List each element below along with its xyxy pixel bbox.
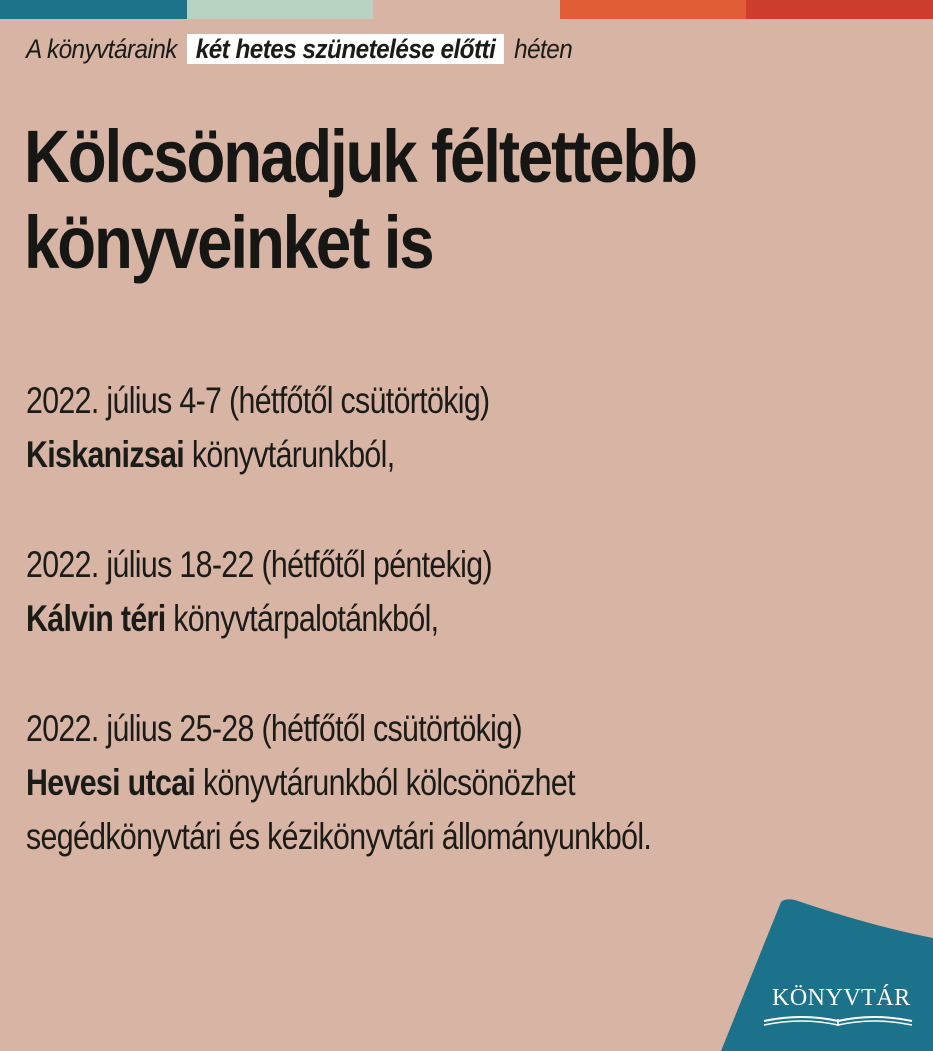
schedule-entry-kalvin-ter <box>26 538 846 646</box>
entry-place: Kálvin téri <box>26 598 166 639</box>
kicker-before: A könyvtáraink <box>26 34 177 64</box>
entry-date: 2022. július 25-28 (hétfőtől csütörtökig) <box>26 708 522 749</box>
entry-text: könyvtárunkból, <box>191 434 395 475</box>
library-logo-text: KÖNYVTÁR <box>772 985 911 1011</box>
schedule-list <box>26 374 846 864</box>
entry-text-continued: segédkönyvtári és kézikönyvtári állományunkból. <box>26 816 652 857</box>
entry-place-line <box>26 756 846 810</box>
entry-place-line <box>26 428 846 482</box>
open-book-icon <box>762 1011 914 1027</box>
stripe-rose <box>373 0 560 19</box>
kicker-highlight: két hetes szünetelése előtti <box>187 34 505 64</box>
entry-text: könyvtárunkból kölcsönözhet <box>202 762 575 803</box>
stripe-orange <box>560 0 747 19</box>
schedule-entry-hevesi-utca <box>26 702 846 864</box>
headline-line-1: Kölcsönadjuk féltettebb <box>24 115 696 198</box>
stripe-red <box>746 0 933 19</box>
stripe-teal <box>0 0 187 19</box>
schedule-entry-kiskanizsa <box>26 374 846 482</box>
entry-place-line <box>26 592 846 646</box>
stripe-mint <box>187 0 374 19</box>
headline-line-2: könyveinket is <box>24 201 433 284</box>
entry-date: 2022. július 4-7 (hétfőtől csütörtökig) <box>26 380 490 421</box>
entry-text: könyvtárpalotánkból, <box>173 598 439 639</box>
kicker-line <box>26 34 572 65</box>
entry-place: Kiskanizsai <box>26 434 185 475</box>
kicker-after: héten <box>514 34 573 64</box>
headline <box>24 114 696 286</box>
entry-place: Hevesi utcai <box>26 762 196 803</box>
entry-date: 2022. július 18-22 (hétfőtől péntekig) <box>26 544 492 585</box>
logo-background-shape <box>721 899 933 1051</box>
top-color-stripes <box>0 0 933 19</box>
logo-background <box>721 898 933 1051</box>
